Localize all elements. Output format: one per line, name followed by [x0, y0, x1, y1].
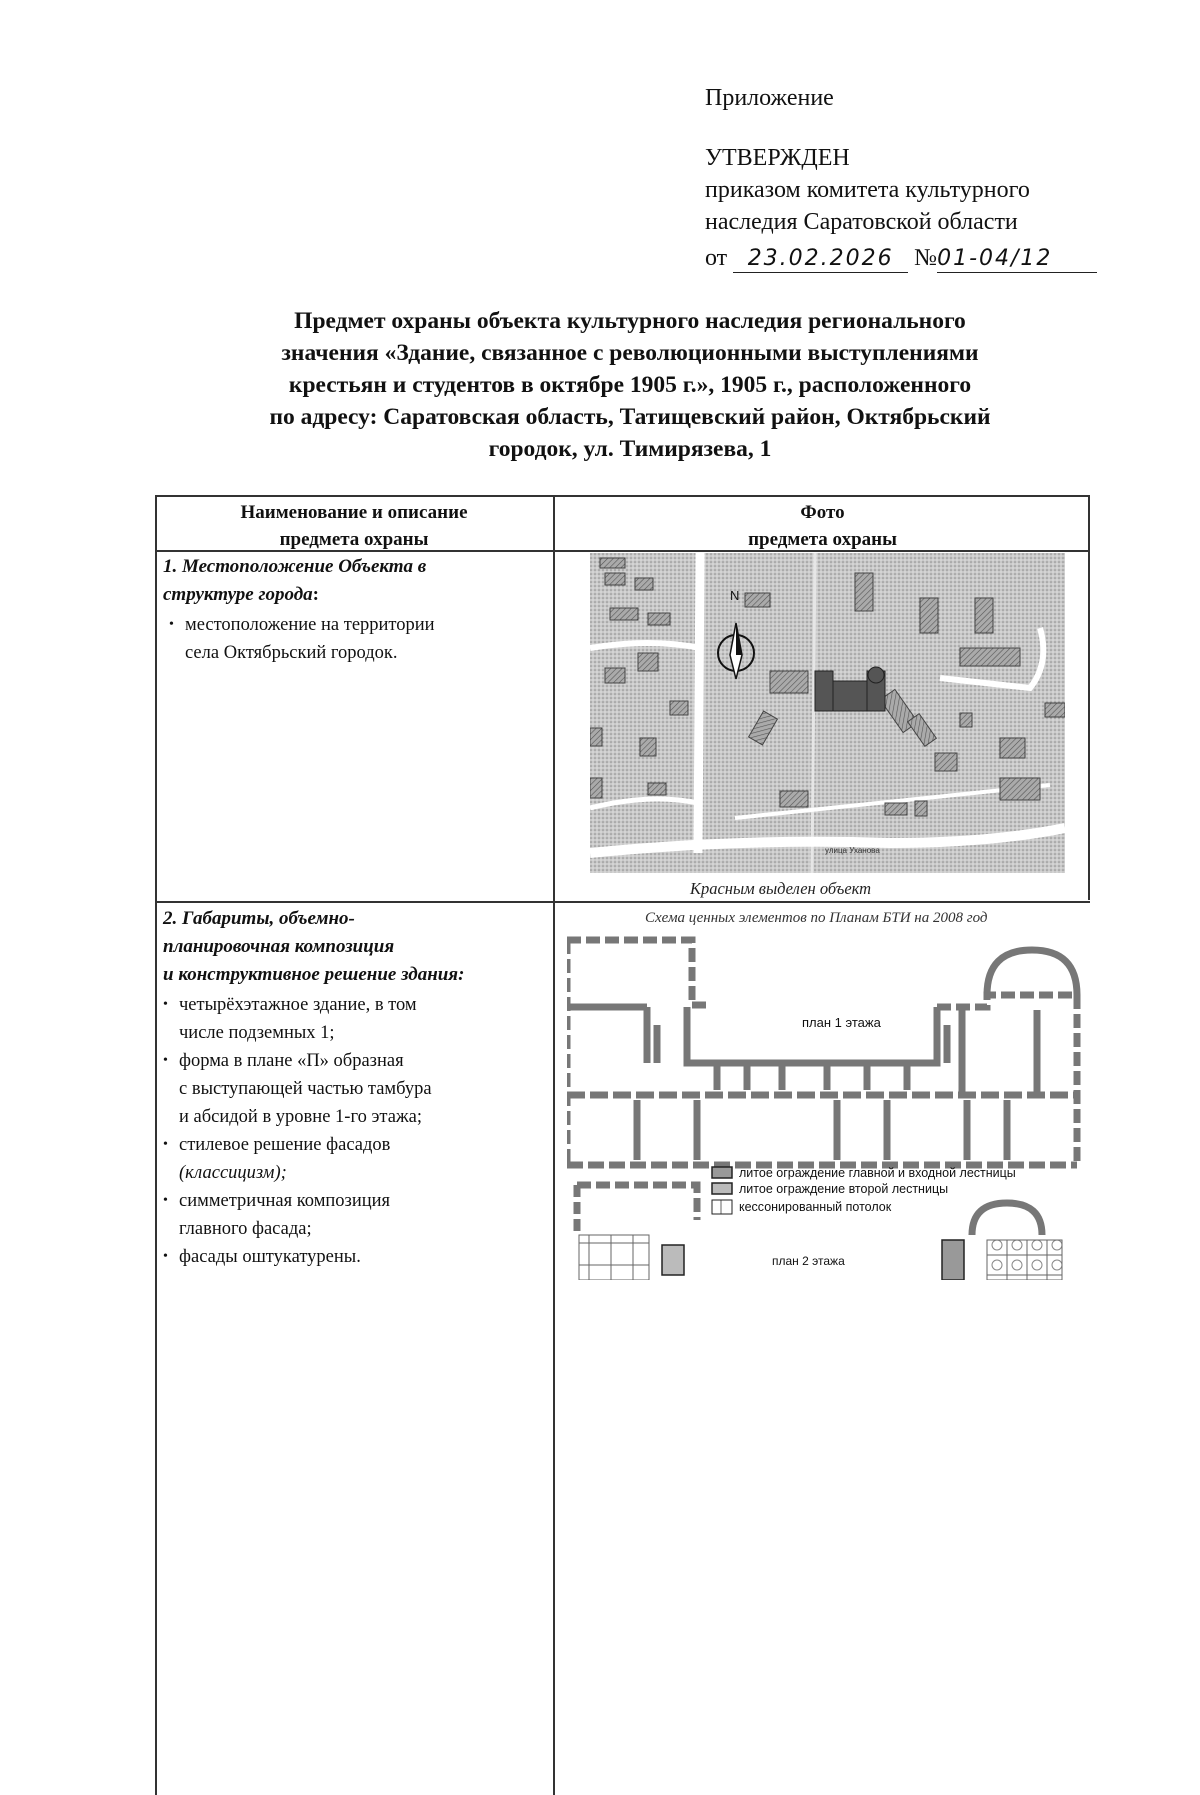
section-1-title-line-2 — [163, 581, 548, 609]
legend-swatch-second-stair — [712, 1183, 732, 1194]
title-line-2: значения «Здание, связанное с революционными выступлениями — [281, 340, 979, 366]
section-2 — [163, 905, 548, 1271]
from-label: от — [705, 245, 728, 271]
map-caption: Красным выделен объект — [690, 879, 872, 898]
map-background — [590, 553, 1065, 873]
number-sign: № — [914, 245, 938, 271]
legend-label-caisson: кессонированный потолок — [739, 1200, 892, 1214]
item-line: (классицизм); — [179, 1163, 287, 1183]
list-item — [163, 1047, 548, 1131]
section-2-list — [163, 991, 548, 1271]
column-divider — [553, 495, 555, 1795]
approval-line-2: наследия Саратовской области — [705, 209, 1018, 235]
section-2-title-line-1: 2. Габариты, объемно- — [163, 908, 355, 929]
item-line: с выступающей частью тамбура — [179, 1079, 432, 1099]
location-map — [590, 553, 1065, 873]
title-line-1: Предмет охраны объекта культурного наследия регионального — [294, 308, 966, 334]
item-line: • фасады оштукатурены. — [179, 1247, 361, 1267]
section-1-title-text: структуре города — [163, 584, 313, 605]
title-line-4: по адресу: Саратовская область, Татищевский район, Октябрьский — [269, 404, 991, 430]
section-2-title-line-3: и конструктивное решение здания: — [163, 964, 465, 985]
item-line: главного фасада; — [179, 1219, 312, 1239]
plan-2-second-stair — [662, 1245, 684, 1275]
title-line-3: крестьян и студентов в октябре 1905 г.», 1905 г., расположенного — [288, 372, 972, 398]
section-1-item-line-1: • местоположение на территории — [185, 615, 435, 635]
plan-2-caisson-east — [987, 1240, 1062, 1280]
appendix-label: Приложение — [705, 85, 834, 111]
list-item — [163, 991, 548, 1047]
table-border-left — [155, 495, 157, 1795]
legend-swatch-caisson — [712, 1200, 732, 1214]
item-line: • форма в плане «П» образная — [179, 1051, 404, 1071]
table-border-top — [155, 495, 1090, 497]
title-line-5: городок, ул. Тимирязева, 1 — [488, 436, 772, 462]
table-border-right — [1088, 495, 1090, 900]
order-date: 23.02.2026 — [747, 246, 894, 271]
row-divider — [155, 901, 1090, 903]
approved-label: УТВЕРЖДЕН — [705, 145, 850, 171]
section-1-item-line-2: села Октябрьский городок. — [185, 643, 398, 663]
street-label: улица Уханова — [825, 846, 880, 855]
header-right-line-1: Фото — [800, 502, 845, 523]
list-item — [163, 1243, 548, 1271]
approval-block — [705, 82, 1125, 274]
road-vertical — [698, 553, 700, 853]
protection-table — [155, 495, 1090, 1795]
legend-swatch-main-stair — [712, 1167, 732, 1178]
legend-label-main-stair: литое ограждение главной и входной лестницы — [739, 1166, 1016, 1180]
order-date-number — [705, 242, 1125, 274]
section-1 — [163, 553, 548, 667]
item-line: • стилевое решение фасадов — [179, 1135, 391, 1155]
header-right-line-2: предмета охраны — [748, 529, 897, 550]
list-item — [163, 1187, 548, 1243]
list-item — [169, 611, 548, 667]
floor-plans — [567, 935, 1087, 1280]
section-2-title-line-2: планировочная композиция — [163, 936, 395, 957]
order-number-field — [937, 245, 1097, 273]
item-line: • симметричная композиция — [179, 1191, 391, 1211]
north-label: N — [730, 588, 740, 603]
header-left-line-1: Наименование и описание — [240, 502, 468, 523]
header-left-line-2: предмета охраны — [279, 529, 429, 550]
section-1-title-line-1: 1. Местоположение Объекта в — [163, 556, 427, 577]
header-right — [555, 499, 1090, 553]
plan-1 — [567, 940, 1077, 1165]
list-item — [163, 1131, 548, 1187]
item-line: и абсидой в уровне 1-го этажа; — [179, 1107, 423, 1127]
document-title — [190, 305, 1070, 465]
plan-1-label: план 1 этажа — [802, 1015, 881, 1030]
header-left — [155, 499, 553, 553]
order-number: 01-04/12 — [937, 246, 1053, 271]
plans-caption: Схема ценных элементов по Планам БТИ на 2008 год — [645, 910, 988, 926]
legend-label-second-stair: литое ограждение второй лестницы — [739, 1182, 949, 1196]
item-line: числе подземных 1; — [179, 1023, 335, 1043]
plan-2-main-stair — [942, 1240, 964, 1280]
order-date-field — [733, 245, 908, 273]
plan-2-caisson-west — [579, 1235, 649, 1280]
plan-2-label: план 2 этажа — [772, 1254, 845, 1268]
item-line: • четырёхэтажное здание, в том — [179, 995, 417, 1015]
section-1-title-colon: : — [312, 584, 319, 605]
approval-line-1: приказом комитета культурного — [705, 177, 1030, 203]
section-1-list — [163, 611, 548, 667]
